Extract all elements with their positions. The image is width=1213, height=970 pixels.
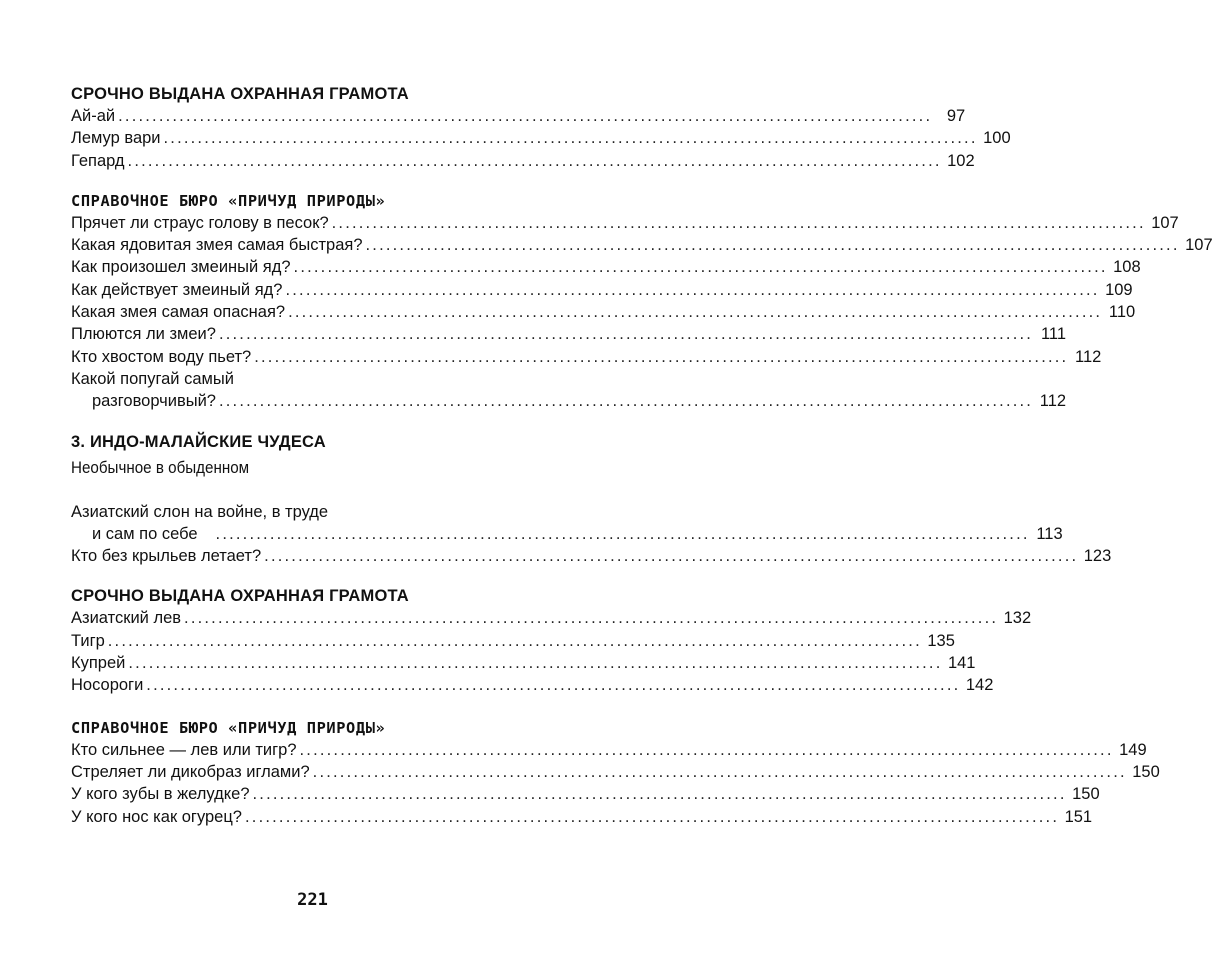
chapter-subtitle: Необычное в обыденном: [71, 458, 250, 477]
entry-page: 151: [1064, 807, 1093, 826]
entry-title: У кого нос как огурец?: [71, 807, 242, 826]
entry-title: Как произошел змеиный яд?: [71, 258, 291, 277]
dot-leader: ........................................................................................................................: [218, 392, 1034, 411]
toc-entry: [71, 279, 1133, 301]
toc-entry: [71, 545, 1112, 567]
dot-leader: ........................................................................................................................: [107, 631, 922, 650]
entry-title: Азиатский слон на войне, в труде: [71, 502, 329, 521]
entry-page: 102: [947, 151, 975, 170]
dot-leader: ........................................................................................................................: [331, 213, 1146, 232]
dot-leader: ........................................................................................................................: [163, 129, 978, 148]
toc-entry: [71, 105, 966, 127]
entry-page: 107: [1185, 236, 1213, 255]
entry-page: 109: [1105, 280, 1133, 299]
entry-page: 107: [1151, 213, 1179, 232]
toc-entry: [71, 501, 1063, 546]
toc-block-4: [71, 585, 1032, 696]
entry-page: 150: [1132, 762, 1160, 781]
toc-entry: [71, 234, 1213, 256]
toc-entry: [71, 368, 1067, 413]
toc-entry: [71, 783, 1100, 805]
table-of-contents: [71, 83, 1213, 828]
dot-leader: ........................................................................................................................: [128, 654, 943, 673]
toc-block-5: [71, 717, 1160, 828]
dot-leader: ........................................................................................................................: [127, 151, 942, 170]
entry-page: 149: [1119, 740, 1147, 759]
entry-page: 110: [1108, 303, 1136, 322]
entry-page: 132: [1003, 609, 1032, 628]
toc-entry: [71, 212, 1179, 234]
entry-page: 112: [1039, 392, 1067, 411]
entry-title: Какая змея самая опасная?: [71, 303, 286, 322]
entry-page: 113: [1036, 524, 1063, 543]
toc-entry: [71, 806, 1093, 828]
toc-block-2: [71, 190, 1213, 413]
entry-title: Гепард: [71, 151, 125, 170]
dot-leader: ........................................................................................................................: [254, 347, 1069, 366]
dot-leader: ........................................................................................................................: [264, 547, 1079, 566]
toc-entry: [71, 323, 1067, 345]
page-number: 221: [297, 890, 328, 910]
entry-page: 142: [965, 676, 994, 695]
section-title: СРОЧНО ВЫДАНА ОХРАННАЯ ГРАМОТА: [71, 85, 409, 103]
dot-leader: ........................................................................................................................: [365, 236, 1180, 255]
entry-title: Носороги: [71, 676, 144, 695]
entry-title: Лемур вари: [71, 129, 161, 148]
entry-title: Азиатский лев: [71, 609, 182, 628]
dot-leader: ........................................................................................................................: [252, 785, 1067, 804]
entry-title: Кто хвостом воду пьет?: [71, 347, 252, 366]
entry-page: 141: [947, 654, 976, 673]
toc-entry: [71, 607, 1032, 629]
entry-page: 123: [1083, 547, 1112, 566]
entry-page: 97: [946, 107, 966, 125]
entry-title: Ай-ай: [71, 107, 116, 125]
dot-leader: ........................................................................................................................: [288, 303, 1103, 322]
toc-entry: [71, 301, 1136, 323]
dot-leader: ........................................................................................................................: [215, 524, 1030, 543]
dot-leader: ........................................................................................................................: [299, 740, 1114, 759]
dot-leader: ........................................................................................................................: [285, 280, 1100, 299]
chapter-title: 3. ИНДО-МАЛАЙСКИЕ ЧУДЕСА: [71, 432, 326, 451]
entry-title-continued: разговорчивый?: [92, 392, 216, 411]
dot-leader: ........................................................................................................................: [293, 258, 1108, 277]
entry-title: Какая ядовитая змея самая быстрая?: [71, 236, 363, 255]
toc-block-1: [71, 83, 1011, 172]
entry-title: Кто сильнее — лев или тигр?: [71, 740, 297, 759]
entry-title: Как действует змеиный яд?: [71, 280, 283, 299]
entry-title: Стреляет ли дикобраз иглами?: [71, 762, 310, 781]
entry-title-continued: и сам по себе: [92, 524, 198, 543]
entry-title: Купрей: [71, 654, 126, 673]
toc-entry: [71, 739, 1147, 761]
dot-leader: ........................................................................................................................: [218, 325, 1034, 344]
dot-leader: ........................................................................................................................: [245, 807, 1060, 826]
dot-leader: ........................................................................................................................: [312, 762, 1127, 781]
entry-title: Плюются ли змеи?: [71, 325, 216, 344]
entry-page: 100: [983, 129, 1011, 148]
toc-entry: [71, 652, 976, 674]
toc-entry: [71, 150, 975, 172]
toc-entry: [71, 346, 1102, 368]
entry-page: 135: [927, 631, 955, 650]
entry-page: 112: [1075, 347, 1102, 366]
toc-block-3: [71, 431, 1112, 568]
entry-title: Прячет ли страус голову в песок?: [71, 213, 329, 232]
entry-page: 150: [1072, 785, 1100, 804]
entry-page: 108: [1113, 258, 1141, 277]
entry-page: 111: [1040, 325, 1067, 344]
entry-title: Какой попугай самый: [71, 369, 234, 388]
dot-leader: ........................................................................................................................: [146, 676, 961, 695]
toc-entry: [71, 127, 1011, 149]
toc-entry: [71, 761, 1160, 783]
toc-entry: [71, 256, 1141, 278]
entry-title: Кто без крыльев летает?: [71, 547, 262, 566]
section-title: СПРАВОЧНОЕ БЮРО «ПРИЧУД ПРИРОДЫ»: [71, 718, 386, 737]
dot-leader: ........................................................................................................................: [118, 107, 933, 125]
toc-entry: [71, 630, 955, 652]
toc-entry: [71, 674, 994, 696]
entry-title: Тигр: [71, 631, 105, 650]
section-title: СРОЧНО ВЫДАНА ОХРАННАЯ ГРАМОТА: [71, 587, 409, 606]
section-title: СПРАВОЧНОЕ БЮРО «ПРИЧУД ПРИРОДЫ»: [71, 191, 386, 210]
dot-leader: ........................................................................................................................: [184, 609, 999, 628]
entry-title: У кого зубы в желудке?: [71, 785, 250, 804]
